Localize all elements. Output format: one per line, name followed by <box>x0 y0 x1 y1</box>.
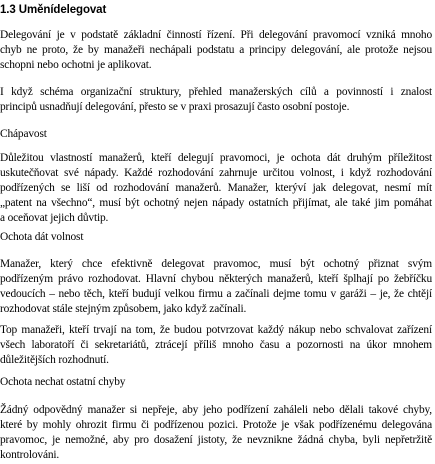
text-line: Top manažeři, kteří trvají na tom, že budou potvrzovat každý nákup nebo schvalovat zařízení <box>0 324 432 336</box>
text-line: všech laboratoří či sekretariátů, ztrácejí příliš mnoho času a pozornosti na úkor mnohem <box>0 339 432 351</box>
text-line: Žádný odpovědný manažer si nepřeje, aby jeho podřízení zaháleli nebo dělali takové chyby, <box>0 404 432 416</box>
paragraph-chyby <box>0 403 432 463</box>
text-line: „patent na všechno“, musí být ochotný nejen nápady ostatních přijímat, ale také jim pomáhat <box>0 197 432 209</box>
text-line: Manažer, který chce efektivně delegovat pravomoc, musí být ochotný přiznat svým <box>0 258 432 270</box>
subheading-text: Ochota dát volnost <box>0 231 84 243</box>
paragraph-chapavost <box>0 151 432 226</box>
subheading-text: Ochota nechat ostatní chyby <box>0 376 126 388</box>
paragraph-delegovani <box>0 28 432 73</box>
text-line: schopni nebo ochotni je aplikovat. <box>0 59 152 71</box>
text-line: Delegování je v podstatě základní činností řízení. Při delegování pravomocí vzniká mnoho <box>0 29 432 41</box>
text-line: pravomoc, je nemožné, aby pro dosažení jistoty, že nevznikne žádná chyba, byli nepřetržitě <box>0 434 432 446</box>
text-line: rozhodovat stále stejným způsobem, jako když začínali. <box>0 303 247 315</box>
text-line: důležitějších rozhodnutí. <box>0 354 109 366</box>
text-line: vedoucích – nebo těch, kteří budují velkou firmu a začínali dejme tomu v garáži – je, že chtějí <box>0 288 432 300</box>
text-line: principů usnadňují delegování, přesto se v praxi prosazují často osobní postoje. <box>0 101 350 113</box>
text-line: kontrolováni. <box>0 449 60 461</box>
subheading-text: Chápavost <box>0 128 47 140</box>
text-line: podřízeným právo rozhodovat. Hlavní chybou některých manažerů, kteří šplhají po žebříčku <box>0 273 432 285</box>
subheading-ochota <box>0 230 432 245</box>
text-line: a oceňovat jejich důvtip. <box>0 212 109 224</box>
text-line: které by mohly ohrozit firmu či podřízenou pozici. Protože je však podřízenému delegována <box>0 419 432 431</box>
paragraph-top-manazeri <box>0 323 432 368</box>
paragraph-schema <box>0 85 432 115</box>
text-line: I když schéma organizační struktury, přehled manažerských cílů a povinností i znalost <box>0 86 432 98</box>
text-line: podřízených se liší od rozhodování manažerů. Manažer, kterýví jak delegovat, nesmí mít <box>0 182 432 194</box>
subheading-chyby <box>0 375 432 390</box>
subheading-chapavost <box>0 127 432 142</box>
text-line: Důležitou vlastností manažerů, kteří delegují pravomoci, je ochota dát druhým příležitost <box>0 152 432 164</box>
text-line: uskutečňovat své nápady. Každé rozhodování zahrnuje určitou volnost, i když rozhodování <box>0 167 432 179</box>
text-line: chyb ne proto, že by manažeři nechápali podstatu a principy delegování, ale protože nejsou <box>0 44 432 56</box>
paragraph-ochota <box>0 257 432 317</box>
section-heading: 1.3 Uměnídelegovat <box>0 4 107 16</box>
